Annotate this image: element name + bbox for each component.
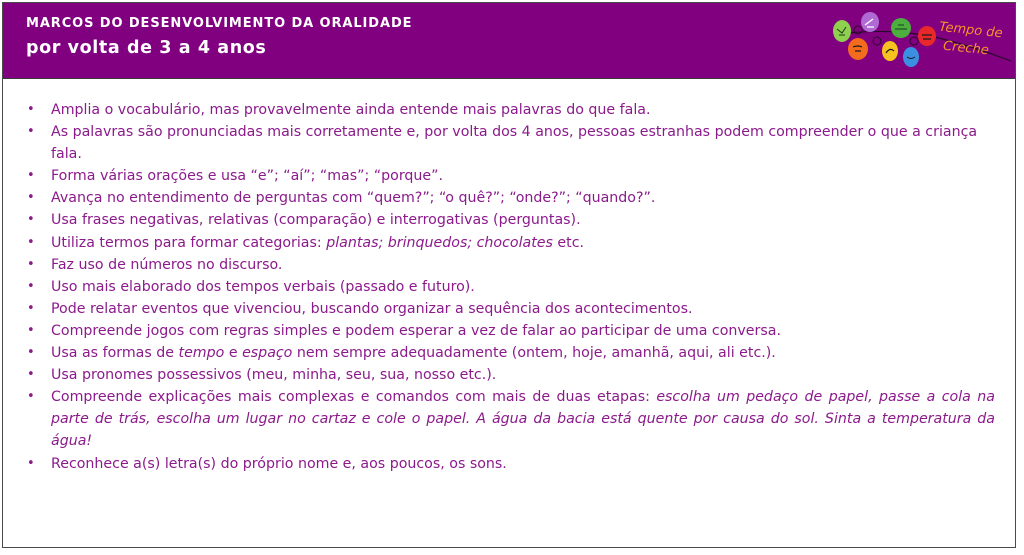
milestone-example-text: espaço <box>242 345 293 362</box>
milestone-text: Pode relatar eventos que vivenciou, buscando organizar a sequência dos acontecimentos. <box>51 300 693 317</box>
page-title: por volta de 3 a 4 anos <box>26 38 267 58</box>
milestone-text: Usa frases negativas, relativas (comparação) e interrogativas (perguntas). <box>51 212 581 229</box>
milestone-example-text: plantas; brinquedos; chocolates <box>326 234 553 251</box>
milestone-text: etc. <box>552 234 585 251</box>
milestone-text: Amplia o vocabulário, mas provavelmente ainda entende mais palavras do que fala. <box>51 102 651 118</box>
bullet-icon: • <box>27 234 35 250</box>
milestone-text: Uso mais elaborado dos tempos verbais (passado e futuro). <box>51 278 475 295</box>
milestone-text: Faz uso de números no discurso. <box>51 256 283 273</box>
bullet-icon: • <box>27 190 35 206</box>
bullet-icon: • <box>27 212 35 228</box>
bullet-icon: • <box>27 278 35 294</box>
milestone-text: Compreende jogos com regras simples e podem esperar a vez de falar ao participar de uma conversa. <box>51 322 781 339</box>
header-banner <box>3 3 1015 79</box>
milestone-item <box>25 364 995 386</box>
milestone-text: Avança no entendimento de perguntas com “quem?”; “o quê?”; “onde?”; “quando?”. <box>51 190 656 207</box>
bullet-icon: • <box>27 322 35 338</box>
bullet-icon: • <box>27 168 35 184</box>
milestone-text: Reconhece a(s) letra(s) do próprio nome e, aos poucos, os sons. <box>51 455 507 472</box>
milestone-example-text: escolha um pedaço de papel, passe a cola na parte de trás, escolha um lugar no cartaz e cole o papel. A água da bacia está quente por causa do sol. Sinta a temperatura da água! <box>51 389 995 450</box>
milestones-card <box>2 2 1016 548</box>
tempo-de-creche-logo <box>825 9 1013 75</box>
milestone-item <box>25 254 995 276</box>
milestone-item <box>25 121 995 165</box>
milestone-text: Forma várias orações e usa “e”; “aí”; “mas”; “porque”. <box>51 168 443 185</box>
milestone-item <box>25 187 995 209</box>
milestone-text: Usa pronomes possessivos (meu, minha, seu, sua, nosso etc.). <box>51 367 497 384</box>
bullet-icon: • <box>27 367 35 383</box>
milestone-item <box>25 453 995 475</box>
milestone-item <box>25 342 995 364</box>
milestone-text: Utiliza termos para formar categorias: <box>51 234 327 251</box>
bullet-icon: • <box>27 256 35 272</box>
bullet-icon: • <box>27 345 35 361</box>
milestone-item <box>25 386 995 452</box>
bullet-icon: • <box>27 300 35 316</box>
milestone-item <box>25 209 995 231</box>
milestones-list <box>25 99 995 475</box>
logo-text-line2: Creche <box>942 38 990 59</box>
section-kicker: MARCOS DO DESENVOLVIMENTO DA ORALIDADE <box>26 16 413 31</box>
milestone-text: nem sempre adequadamente (ontem, hoje, amanhã, aqui, ali etc.). <box>292 345 776 362</box>
bullet-icon: • <box>27 102 35 117</box>
milestone-example-text: tempo <box>178 345 225 362</box>
milestone-text: Usa as formas de <box>51 345 179 362</box>
logo-text-line1: Tempo de <box>938 19 1004 42</box>
milestone-item <box>25 276 995 298</box>
milestone-item <box>25 320 995 342</box>
milestone-text: As palavras são pronunciadas mais corretamente e, por volta dos 4 anos, pessoas estranhas podem compreender o que a criança fala. <box>51 124 978 163</box>
milestone-text: Compreende explicações mais complexas e comandos com mais de duas etapas: <box>51 389 657 406</box>
bullet-icon: • <box>27 455 35 471</box>
bullet-icon: • <box>27 124 35 140</box>
milestone-item <box>25 298 995 320</box>
bullet-icon: • <box>27 389 35 405</box>
milestone-item <box>25 99 995 121</box>
milestone-item <box>25 165 995 187</box>
milestone-item <box>25 232 995 254</box>
milestone-text: e <box>224 345 243 362</box>
